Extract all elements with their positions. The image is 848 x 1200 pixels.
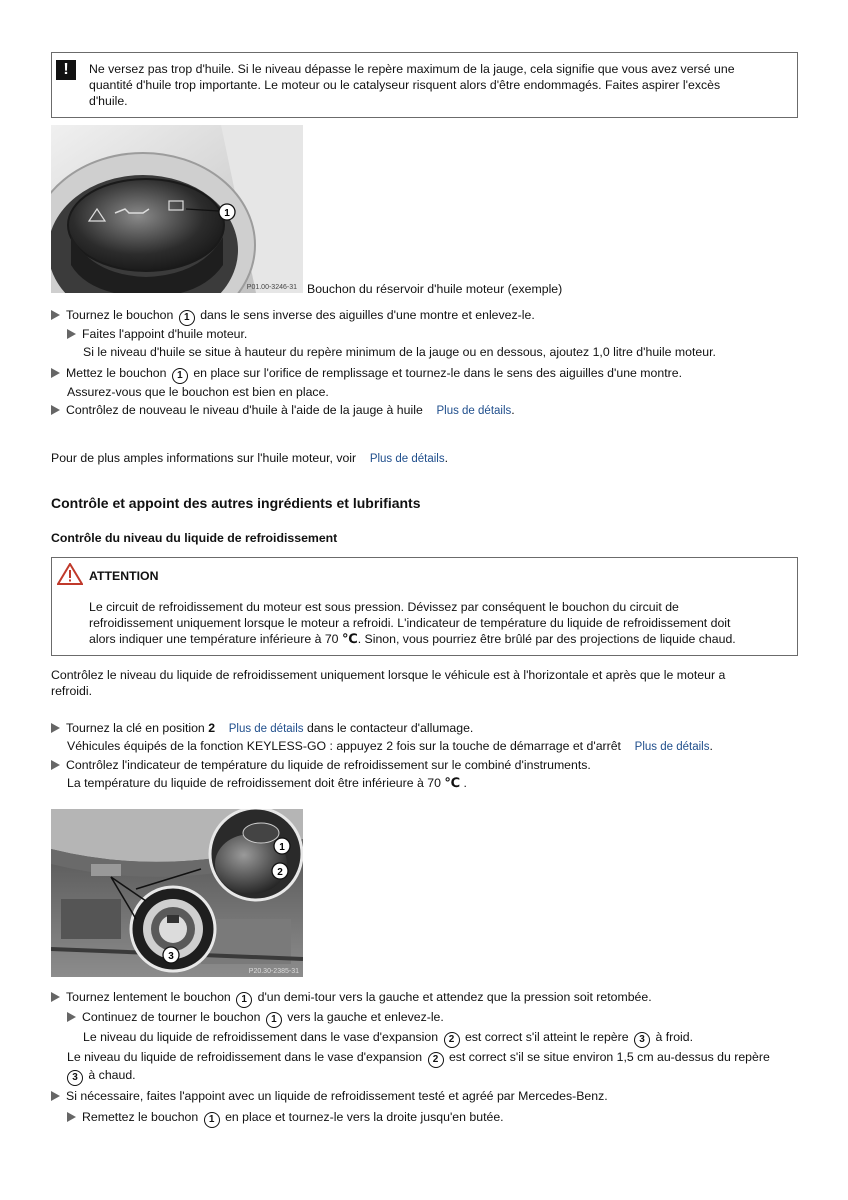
exclamation-icon: ! <box>56 60 76 80</box>
coolant-step-2: Véhicules équipés de la fonction KEYLESS-GO : appuyez 2 fois sur la touche de démarrage et d'arrêt Plus de détails. <box>67 739 713 753</box>
degree-celsius-symbol: ℃ <box>444 775 461 790</box>
ref-2-icon: 2 <box>428 1052 444 1068</box>
bullet-arrow-icon <box>51 992 60 1002</box>
warning-text-line-2: quantité d'huile trop importante. Le moteur ou le catalyseur risquent alors d'être endommagés. Faites aspirer l'excès <box>89 78 721 92</box>
oil-cap-illustration <box>51 125 303 293</box>
final-step-6: Si nécessaire, faites l'appoint avec un liquide de refroidissement testé et agréé par Mercedes-Benz. <box>51 1088 608 1104</box>
coolant-intro-line-2: refroidi. <box>51 684 93 698</box>
bullet-arrow-icon <box>51 1091 60 1101</box>
final-step-5: 3 à chaud. <box>67 1067 136 1086</box>
bullet-arrow-icon <box>67 1112 76 1122</box>
coolant-step-4: La température du liquide de refroidissement doit être inférieure à 70 ℃ . <box>67 775 467 790</box>
ref-1-icon: 1 <box>204 1112 220 1128</box>
final-step-4: Le niveau du liquide de refroidissement dans le vase d'expansion 2 est correct s'il se situe environ 1,5 cm au-dessus du repère <box>67 1049 770 1068</box>
attention-box <box>51 557 798 656</box>
callout-3-label: 3 <box>168 951 174 962</box>
final-step-7: Remettez le bouchon 1 en place et tournez-le vers la droite jusqu'en butée. <box>67 1109 504 1128</box>
bullet-arrow-icon <box>51 310 60 320</box>
warning-text-line-1: Ne versez pas trop d'huile. Si le niveau dépasse le repère maximum de la jauge, cela signifie que vous avez versé une <box>89 62 735 76</box>
coolant-tank-figure <box>51 809 303 977</box>
more-info-line: Pour de plus amples informations sur l'huile moteur, voir Plus de détails. <box>51 451 449 465</box>
oil-step-3: Si le niveau d'huile se situe à hauteur du repère minimum de la jauge ou en dessous, ajoutez 1,0 litre d'huile moteur. <box>83 345 716 359</box>
oil-step-6: Contrôlez de nouveau le niveau d'huile à l'aide de la jauge à huile Plus de détails. <box>51 402 515 419</box>
ref-2-icon: 2 <box>444 1032 460 1048</box>
oil-step-1: Tournez le bouchon 1 dans le sens inverse des aiguilles d'une montre et enlevez-le. <box>51 307 535 326</box>
figure-code: P20.30-2385-31 <box>248 968 299 975</box>
plus-de-details-link[interactable]: Plus de détails <box>228 723 304 735</box>
ref-1-icon: 1 <box>266 1012 282 1028</box>
warning-triangle-icon <box>57 563 83 585</box>
ref-1-icon: 1 <box>236 992 252 1008</box>
bullet-arrow-icon <box>51 760 60 770</box>
bullet-arrow-icon <box>51 405 60 415</box>
callout-2-label: 2 <box>277 867 283 878</box>
warning-box <box>51 52 798 118</box>
ref-3-icon: 3 <box>67 1070 83 1086</box>
bullet-arrow-icon <box>51 368 60 378</box>
bullet-arrow-icon <box>67 1012 76 1022</box>
oil-cap-figure <box>51 125 303 293</box>
coolant-tank-illustration <box>51 809 303 977</box>
figure-code: P01.00-3246-31 <box>246 284 297 291</box>
ref-1-icon: 1 <box>179 310 195 326</box>
plus-de-details-link[interactable]: Plus de détails <box>369 453 445 465</box>
degree-celsius-symbol: ℃ <box>341 631 358 646</box>
attention-line-3: alors indiquer une température inférieure à 70 ℃. Sinon, vous pourriez être brûlé par des projections de liquide chaud. <box>89 631 736 646</box>
oil-step-2: Faites l'appoint d'huile moteur. <box>67 326 247 342</box>
final-step-1: Tournez lentement le bouchon 1 d'un demi-tour vers la gauche et attendez que la pression soit retombée. <box>51 989 652 1008</box>
ref-1-icon: 1 <box>172 368 188 384</box>
attention-title: ATTENTION <box>89 569 159 583</box>
attention-line-2: refroidissement uniquement lorsque le moteur a refroidi. L'indicateur de température du liquide de refroidissement doit <box>89 616 731 630</box>
warning-text-line-3: d'huile. <box>89 94 128 108</box>
final-step-3: Le niveau du liquide de refroidissement dans le vase d'expansion 2 est correct s'il atteint le repère 3 à froid. <box>83 1029 693 1048</box>
coolant-step-1: Tournez la clé en position 2 Plus de détails dans le contacteur d'allumage. <box>51 720 473 737</box>
plus-de-details-link[interactable]: Plus de détails <box>436 405 512 417</box>
ref-3-icon: 3 <box>634 1032 650 1048</box>
callout-1-label: 1 <box>279 842 285 853</box>
figure-caption: Bouchon du réservoir d'huile moteur (exemple) <box>307 282 563 296</box>
plus-de-details-link[interactable]: Plus de détails <box>634 741 710 753</box>
coolant-step-3: Contrôlez l'indicateur de température du liquide de refroidissement sur le combiné d'instruments. <box>51 757 591 773</box>
final-step-2: Continuez de tourner le bouchon 1 vers la gauche et enlevez-le. <box>67 1009 444 1028</box>
subsection-heading: Contrôle du niveau du liquide de refroidissement <box>51 531 338 545</box>
section-heading: Contrôle et appoint des autres ingrédients et lubrifiants <box>51 495 421 511</box>
bullet-arrow-icon <box>67 329 76 339</box>
oil-step-4: Mettez le bouchon 1 en place sur l'orifice de remplissage et tournez-le dans le sens des aiguilles d'une montre. <box>51 365 682 384</box>
bullet-arrow-icon <box>51 723 60 733</box>
attention-line-1: Le circuit de refroidissement du moteur est sous pression. Dévissez par conséquent le bouchon du circuit de <box>89 600 679 614</box>
coolant-intro-line-1: Contrôlez le niveau du liquide de refroidissement uniquement lorsque le véhicule est à l'horizontale et après que le moteur a <box>51 668 726 682</box>
oil-step-5: Assurez-vous que le bouchon est bien en place. <box>67 385 329 399</box>
callout-1-label: 1 <box>224 208 230 219</box>
